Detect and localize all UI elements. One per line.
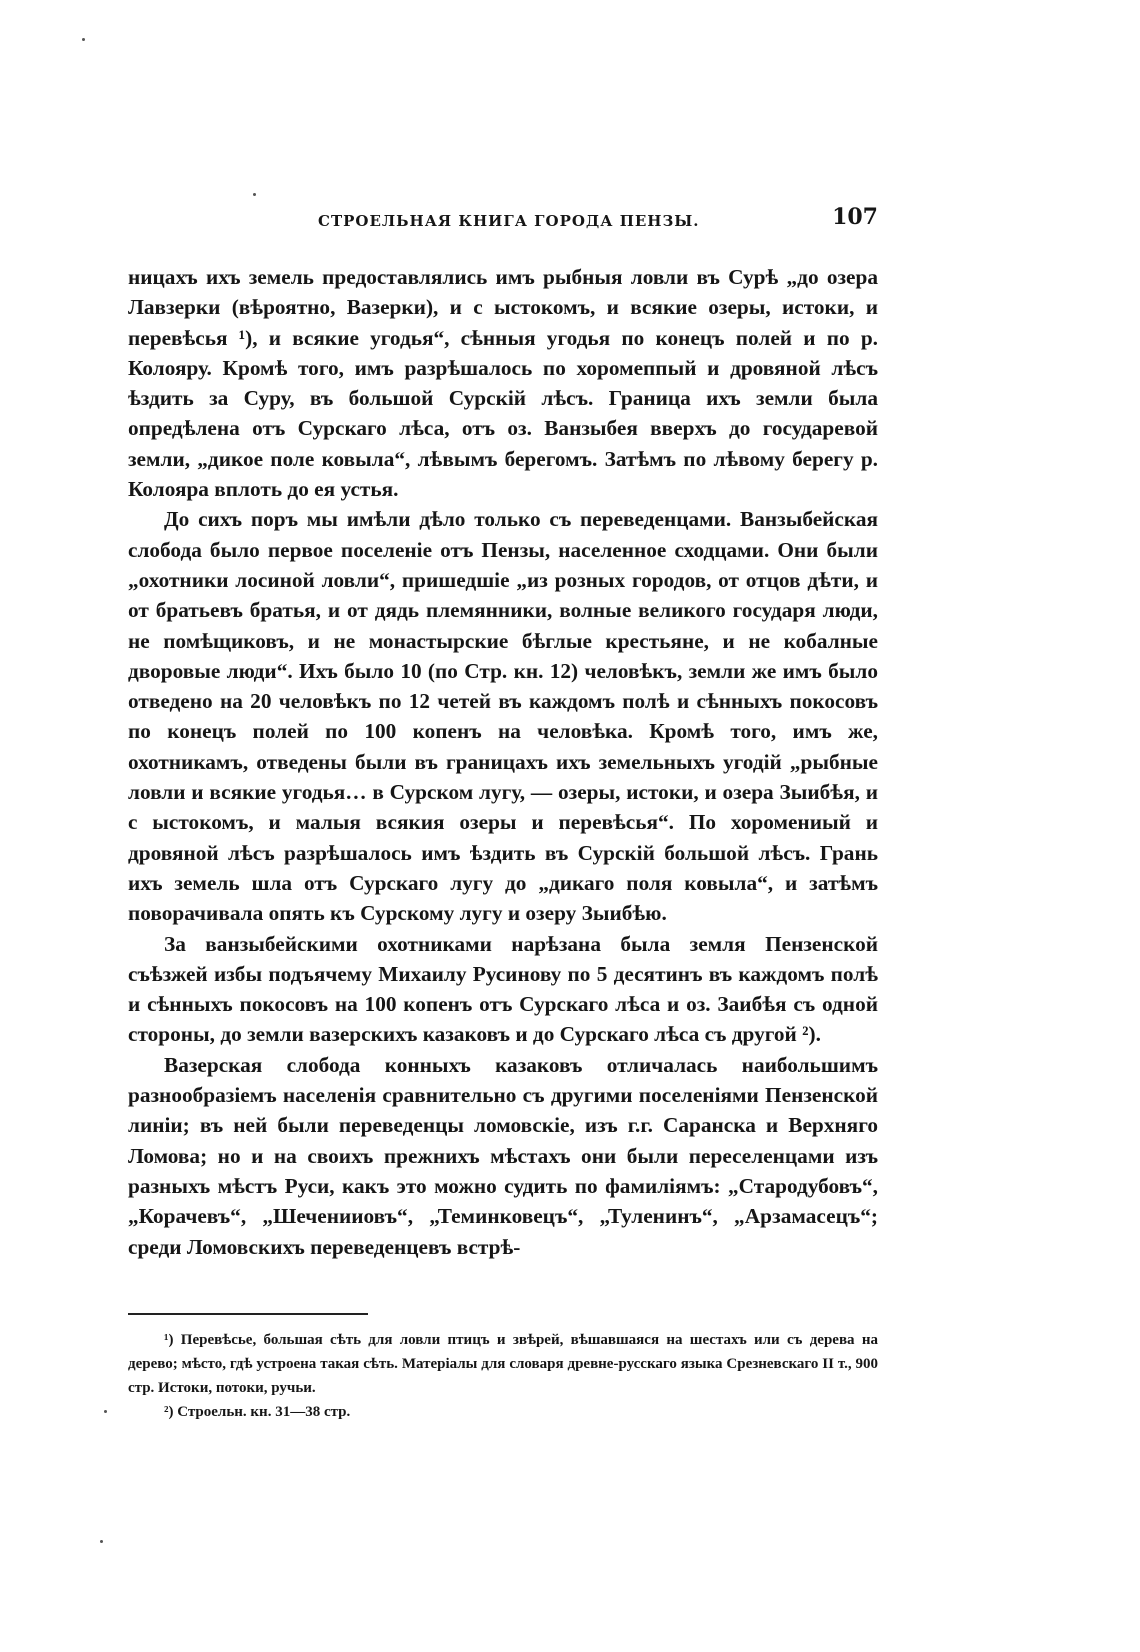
footnotes (128, 1328, 878, 1424)
paragraph: За ванзыбейскими охотниками нарѣзана была земля Пензенской съѣзжей избы подъячему Михаилу Русинову по 5 десятинъ въ каждомъ полѣ и сѣнныхъ покосовъ на 100 копенъ отъ Сурскаго лѣса и оз. Заибѣя съ одной стороны, до земли вазерскихъ казаковъ и до Сурскаго лѣса съ другой ²). (128, 931, 878, 1047)
paragraph: До сихъ поръ мы имѣли дѣло только съ переведенцами. Ванзыбейская слобода было первое поселеніе отъ Пензы, населенное сходцами. Они были „охотники лосиной ловли“, пришедшіе „из розных городов, от отцов дѣти, и от братьевъ братья, и от дядь племянники, волные великого государя люди, не помѣщиковъ, и не монастырские бѣглые крестьяне, и не кобалные дворовые люди“. Ихъ было 10 (по Стр. кн. 12) человѣкъ, земли же имъ было отведено на 20 человѣкъ по 12 четей въ каждомъ полѣ и сѣнныхъ покосовъ по конецъ полей по 100 копенъ на человѣка. Кромѣ того, имъ же, охотникамъ, отведены были въ границахъ ихъ земельныхъ угодій „рыбные ловли и всякие угодья… в Сурском лугу, — озеры, истоки, и озера Зыибѣя, и с ыстокомъ, и малыя всякия озеры и перевѣсья“. По хоромениый и дровяной лѣсъ разрѣшалось имъ ѣздить въ Сурскій большой лѣсъ. Грань ихъ земель шла отъ Сурскаго лугу до „дикаго поля ковыла“, и затѣмъ поворачивала опять къ Сурскому лугу и озеру Зыибѣю. (128, 507, 878, 926)
running-head: СТРОЕЛЬНАЯ КНИГА ГОРОДА ПЕНЗЫ. (318, 212, 700, 230)
scan-speck (104, 1410, 107, 1413)
scan-speck (82, 38, 85, 41)
main-text (128, 262, 878, 1262)
scan-speck (253, 193, 256, 196)
footnote-divider (128, 1313, 368, 1315)
footnote: ²) Строельн. кн. 31—38 стр. (164, 1404, 351, 1420)
paragraph: ницахъ ихъ земель предоставлялись имъ рыбныя ловли въ Сурѣ „до озера Лавзерки (вѣроятно, Вазерки), и с ыстокомъ, и всякие озеры, истоки, и перевѣсья ¹), и всякие угодья“, сѣнныя угодья по конецъ полей и по р. Колояру. Кромѣ того, имъ разрѣшалось по хоромеппый и дровяной лѣсъ ѣздить за Суру, въ большой Сурскій лѣсъ. Граница ихъ земли была опредѣлена отъ Сурскаго лѣса, отъ оз. Ванзыбея вверхъ до государевой земли, „дикое поле ковыла“, лѣвымъ берегомъ. Затѣмъ по лѣвому берегу р. Колояра вплоть до ея устья. (128, 265, 878, 502)
paragraph: Вазерская слобода конныхъ казаковъ отличалась наибольшимъ разнообразіемъ населенія сравнительно съ другими поселеніями Пензенской линіи; въ ней были переведенцы ломовскіе, изъ г.г. Саранска и Верхняго Ломова; но и на своихъ прежнихъ мѣстахъ они были переселенцами изъ разныхъ мѣстъ Руси, какъ это можно судить по фамиліямъ: „Стародубовъ“, „Корачевъ“, „Шеченииовъ“, „Теминковецъ“, „Туленинъ“, „Арзамасецъ“; среди Ломовскихъ переведенцевъ встрѣ- (128, 1052, 878, 1259)
page-header (128, 204, 878, 244)
scan-speck (100, 1540, 103, 1543)
footnote: ¹) Перевѣсье, большая сѣть для ловли птицъ и звѣрей, вѣшавшаяся на шестахъ или съ дерева на дерево; мѣсто, гдѣ устроена такая сѣть. Матеріалы для словаря древне-русскаго языка Срезневскаго II т., 900 стр. Истоки, потоки, ручьи. (128, 1332, 878, 1396)
page-number: 107 (832, 204, 878, 230)
